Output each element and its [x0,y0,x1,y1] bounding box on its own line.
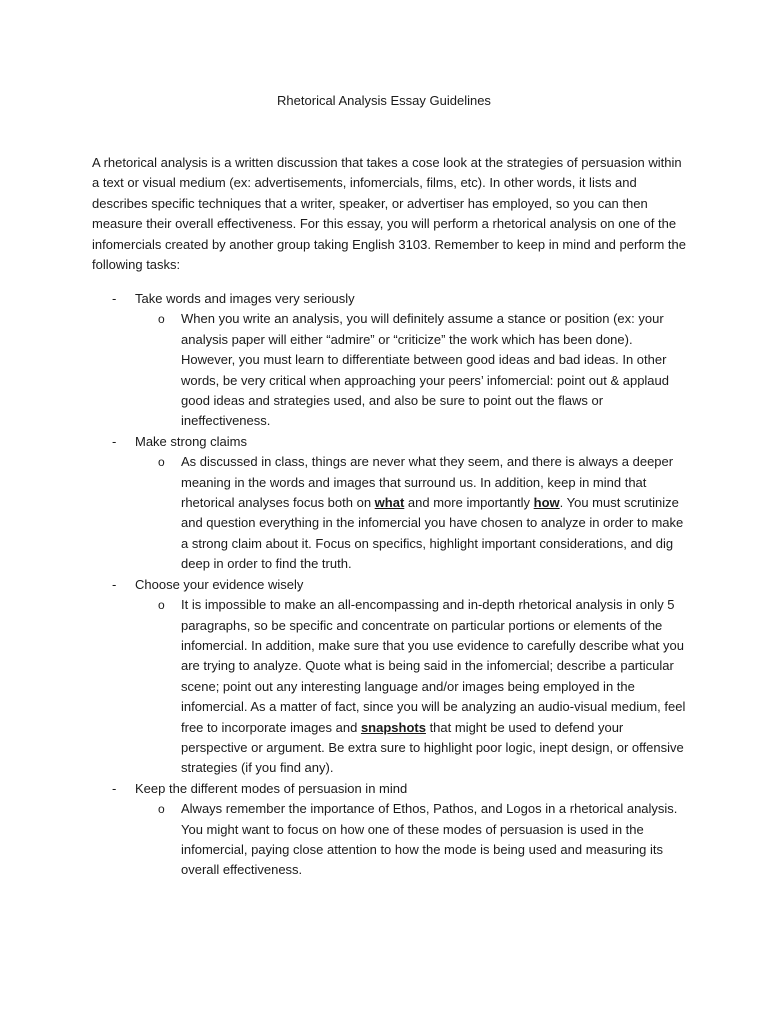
task-heading: Make strong claims [135,433,247,449]
task-detail-text: It is impossible to make an all-encompassing and in-depth rhetorical analysis in only 5 paragraphs, so be specific and concentrate on particular portions or elements of the infomercial. In addition, make sure that you use evidence to carefully describe what you are trying to analyze. Quote what is being said in the infomercial; describe a particular scene; point out any interesting language and/or images being employed in the infomercial. As a matter of fact, since you will be analyzing an audio-visual medium, feel free to incorporate images and [181,597,686,735]
emphasis-snapshots: snapshots [360,719,426,735]
intro-paragraph: A rhetorical analysis is a written discussion that takes a cose look at the strategies of persuasion within a text or visual medium (ex: advertisements, infomercials, films, etc). In other words, it lists and describes specific techniques that a writer, speaker, or advertiser has employed, so you can then measure their overall effectiveness. For this essay, you will perform a rhetorical analysis on one of the infomercials created by another group taking English 3103. Remember to keep in mind and perform the following tasks: [92,155,686,273]
task-item [92,575,712,595]
task-heading: Keep the different modes of persuasion in mind [135,780,408,796]
task-detail [92,595,689,779]
task-list [92,289,712,881]
task-detail [92,799,689,881]
dash-bullet: - [112,291,117,306]
emphasis-what: what [374,495,405,511]
task-detail-text: . You must scrutinize and question everything in the infomercial you have chosen to analyze in order to make a strong claim about it. Focus on specifics, highlight important considerations, and dig deep in order to find the truth. [181,495,684,572]
circle-bullet: o [158,312,165,327]
task-detail-text: When you write an analysis, you will definitely assume a stance or position (ex: your analysis paper will either “admire” or “criticize” the work which has been done). However, you must learn to differentiate between good ideas and bad ideas. In other words, be very critical when approaching your peers’ infomercial: point out & applaud good ideas and strategies used, and also be sure to point out the flaws or ineffectiveness. [181,311,670,429]
task-detail [92,452,689,574]
task-detail-text: and more importantly [404,495,534,511]
task-item [92,432,712,452]
circle-bullet: o [158,598,165,613]
dash-bullet: - [112,433,117,449]
document-title: Rhetorical Analysis Essay Guidelines [277,93,491,108]
task-detail [92,309,689,431]
task-item [92,289,712,309]
task-detail-text: As discussed in class, things are never what they seem, and there is always a deeper meaning in the words and images that surround us. In addition, keep in mind that rhetorical analyses focus both on [181,454,674,511]
dash-bullet: - [112,576,117,592]
task-heading: Choose your evidence wisely [135,576,304,592]
task-heading: Take words and images very seriously [135,291,355,306]
task-detail-text: that might be used to defend your perspective or argument. Be extra sure to highlight poor logic, inept design, or offensive strategies (if you find any). [181,719,684,776]
dash-bullet: - [112,780,117,796]
task-item [92,779,712,799]
task-detail-text: Always remember the importance of Ethos, Pathos, and Logos in a rhetorical analysis. You might want to focus on how one of these modes of persuasion is used in the infomercial, paying close attention to how the mode is being used and measuring its overall effectiveness. [181,801,678,878]
circle-bullet: o [158,802,165,817]
circle-bullet: o [158,455,165,470]
emphasis-how: how [533,495,560,511]
